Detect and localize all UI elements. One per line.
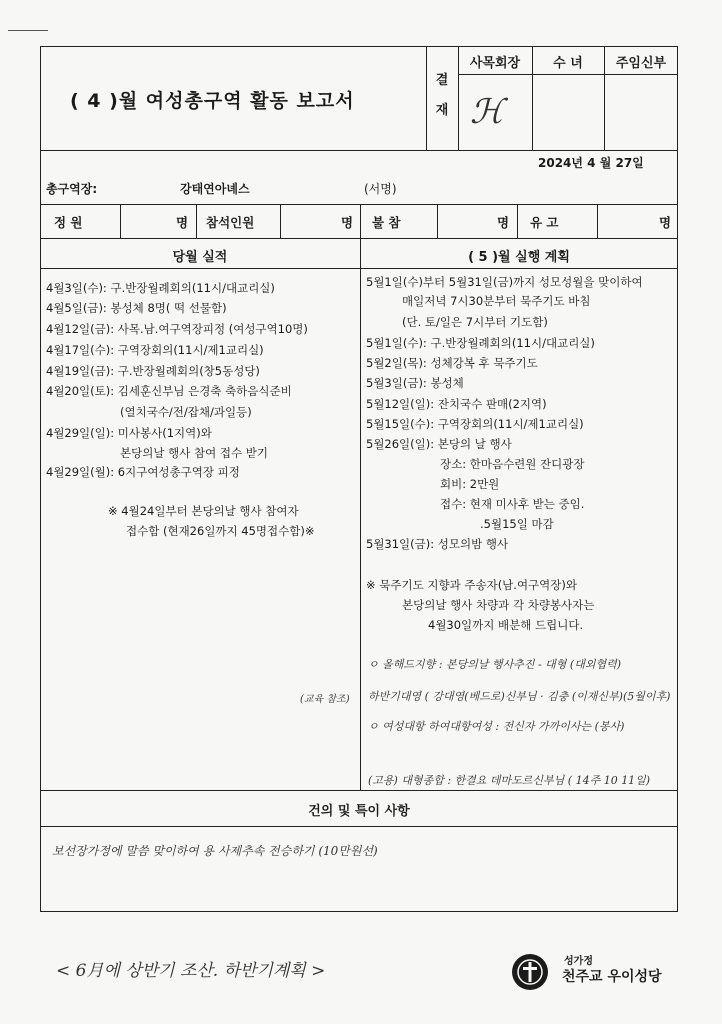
- approver-2: 수 녀: [553, 56, 583, 71]
- right-item: 5월26일(일): 본당의 날 행사: [366, 437, 512, 451]
- left-note: ※ 4월24일부터 본당의날 행사 참여자: [108, 504, 299, 518]
- church-seal-icon: [510, 952, 550, 992]
- att-col-5: 불 참: [372, 215, 401, 230]
- suggestions-note: 보선장가정에 말씀 맞이하여 용 사제추속 전승하기 (10만원선): [52, 844, 378, 858]
- left-heading: 당월 실적: [172, 250, 228, 265]
- handwritten-note: 하반기대영 ( 강대영(베드로)신부님 · 김충 (이재신부)(5월이후): [368, 690, 671, 703]
- left-item: (열치국수/전/잡채/과일등): [120, 405, 252, 419]
- right-item: 5월1일(수): 구.반장월례회의(11시/대교리실): [366, 336, 595, 350]
- suggestions-heading: 건의 및 특이 사항: [308, 804, 410, 819]
- left-item: 4월19일(금): 구.반장월례회의(창5동성당): [46, 364, 260, 378]
- right-item: 장소: 한마음수련원 잔디광장: [440, 457, 585, 471]
- left-note: 접수함 (현재26일까지 45명접수함)※: [126, 524, 315, 538]
- leader-seal: (서명): [364, 182, 397, 196]
- right-item: .5월15일 마감: [480, 517, 554, 531]
- att-col-2: 명: [176, 215, 189, 230]
- right-note: 4월30일까지 배분해 드립니다.: [428, 618, 584, 632]
- att-col-7: 유 고: [530, 215, 559, 230]
- approver-signature: ℋ: [470, 92, 504, 132]
- handwritten-note: ㅇ 여성대항 하여대항여성 : 전신자 가까이사는 (봉사): [368, 720, 625, 733]
- right-item: 회비: 2만원: [440, 477, 500, 491]
- right-item: 5월1일(수)부터 5월31일(금)까지 성모성월을 맞이하여: [366, 275, 643, 289]
- leader-name: 강태연아녜스: [180, 182, 250, 196]
- leader-label: 총구역장:: [46, 182, 98, 196]
- left-item: 본당의날 행사 참여 접수 받기: [120, 446, 268, 460]
- att-col-8: 명: [659, 215, 672, 230]
- handwritten-side-note: (교육 참조): [300, 694, 350, 705]
- report-title: ( 4 )월 여성총구역 활동 보고서: [70, 90, 355, 112]
- att-col-1: 정 원: [54, 215, 83, 230]
- att-col-6: 명: [497, 215, 510, 230]
- left-item: 4월3일(수): 구.반장월례회의(11시/대교리실): [46, 281, 275, 295]
- right-note: ※ 묵주기도 지향과 주송자(남.여구역장)와: [366, 578, 577, 592]
- handwritten-note: (고용) 대형종합 : 한결요 데마도르신부님 ( 14주 10 11일): [368, 774, 651, 787]
- approver-1: 사목회장: [469, 56, 521, 71]
- org-subtitle: 성가정: [564, 956, 593, 967]
- left-item: 4월5일(금): 봉성체 8명( 떡 선물함): [46, 301, 227, 315]
- approver-3: 주임신부: [615, 56, 667, 71]
- report-date: 2024년 4 월 27일: [538, 156, 644, 170]
- right-item: 5월12일(일): 잔치국수 판매(2지역): [366, 397, 547, 411]
- right-item: (단. 토/일은 7시부터 기도함): [402, 315, 548, 329]
- handwritten-note: ㅇ 올해드지향 : 본당의날 행사추진 - 대형 (대외협력): [368, 658, 622, 671]
- corner-mark: [8, 30, 48, 31]
- att-col-4: 명: [341, 215, 354, 230]
- right-item: 매일저녁 7시30분부터 묵주기도 바침: [402, 294, 591, 308]
- left-item: 4월29일(월): 6지구여성총구역장 피정: [46, 465, 240, 479]
- left-item: 4월12일(금): 사목.남.여구역장피정 (여성구역10명): [46, 322, 308, 336]
- left-item: 4월20일(토): 김세훈신부님 은경축 축하음식준비: [46, 384, 292, 398]
- org-name: 천주교 우이성당: [562, 969, 662, 985]
- right-heading: ( 5 )월 실행 계획: [468, 250, 570, 265]
- right-item: 5월2일(목): 성체강복 후 묵주기도: [366, 356, 538, 370]
- approval-label: 결 재: [435, 73, 449, 118]
- left-item: 4월17일(수): 구역장회의(11시/제1교리실): [46, 343, 264, 357]
- right-item: 접수: 현재 미사후 받는 중임.: [440, 497, 585, 511]
- right-item: 5월31일(금): 성모의밤 행사: [366, 537, 509, 551]
- right-note: 본당의날 행사 차량과 각 차량봉사자는: [402, 598, 595, 612]
- att-col-3: 참석인원: [206, 215, 255, 230]
- right-item: 5월15일(수): 구역장회의(11시/제1교리실): [366, 417, 584, 431]
- right-item: 5월3일(금): 봉성체: [366, 376, 464, 390]
- left-item: 4월29일(일): 미사봉사(1지역)와: [46, 426, 212, 440]
- footer-handwritten-note: < 6月에 상반기 조산. 하반기계획 >: [56, 961, 326, 981]
